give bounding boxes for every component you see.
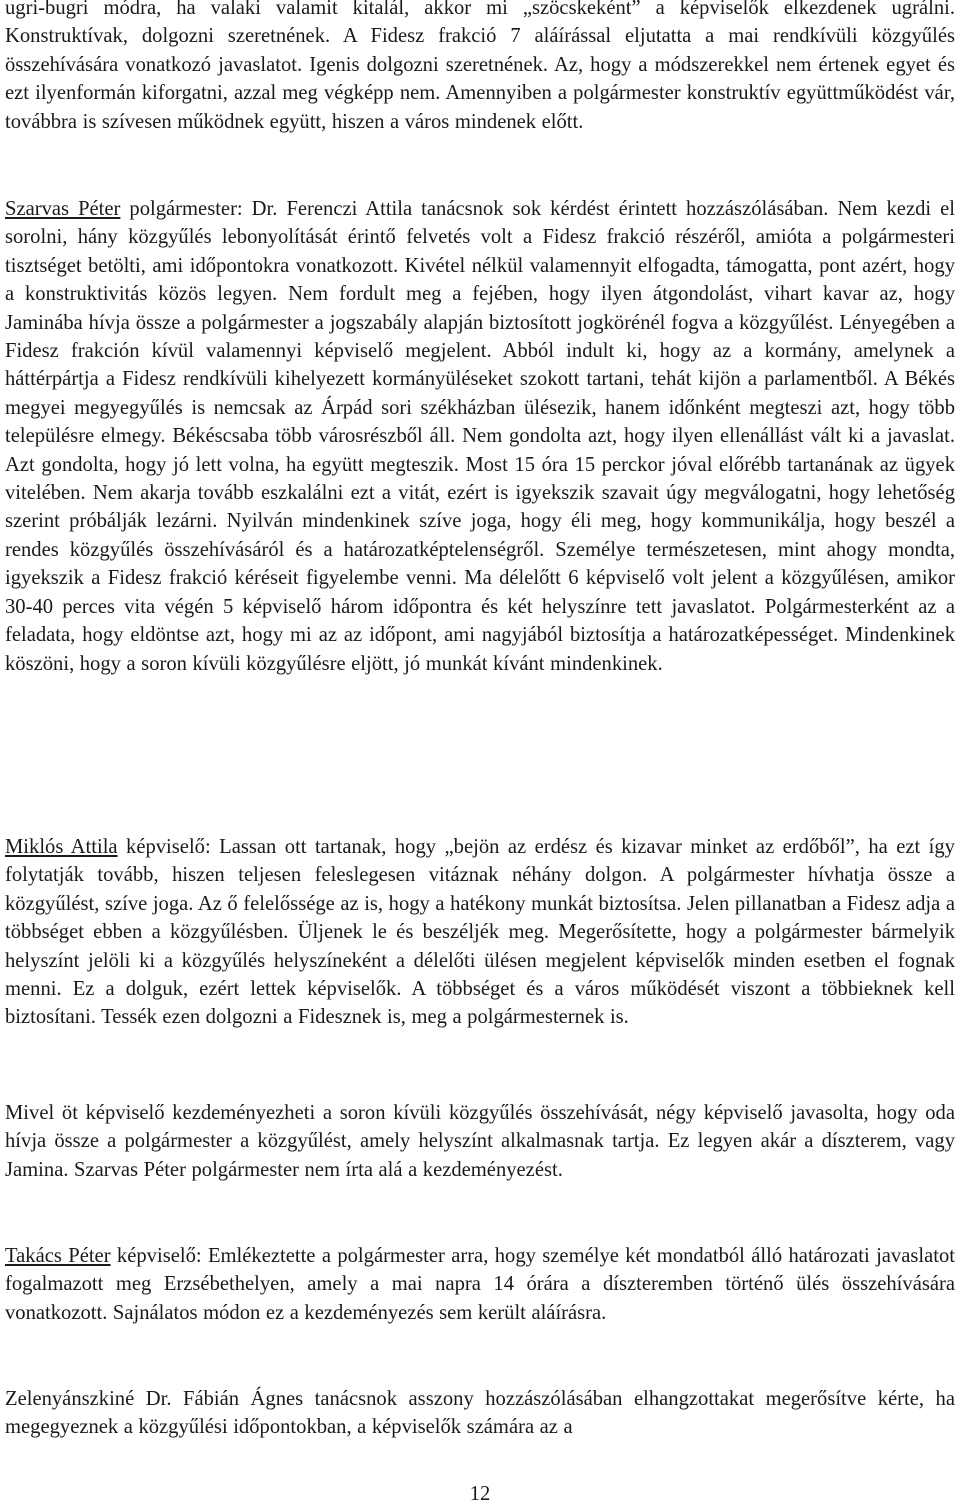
paragraph-3-text: képviselő: Lassan ott tartanak, hogy „bejön az erdész és kizavar minket az erdőből”, ha ezt így folytatják tovább, hiszen teljesen feleslegesen vitáznak néhány dolgon. A polgármester hívhatja össze a közgyűlést, szíve joga. Az ő felelőssége az is, hogy a hatékony munkát biztosítsa. Jelen pillanatban a Fidesz adja a többséget ebben a közgyűlésben. Üljenek le és beszéljék meg. Megerősítette, hogy a polgármester bármelyik helyszínt jelöli ki a közgyűlés helyszíneként a délelőti ülésen megjelent képviselők minden esetben el fognak menni. Ez a dolguk, ezért lettek képviselők. A többséget és a város működését viszont a többieknek kell biztosítani. Tessék ezen dolgozni a Fidesznek is, meg a polgármesternek is.	[5, 836, 955, 1029]
paragraph-2-text: polgármester: Dr. Ferenczi Attila tanácsnok sok kérdést érintett hozzászólásában. Nem kezdi el sorolni, hány közgyűlés lebonyolítását érintő felvetés volt a Fidesz frakció részéről, amióta a polgármesteri tisztséget betölti, ami időpontokra vonatkozott. Kivétel nélkül valamennyit elfogadta, támogatta, pont azért, hogy a konstruktivitás közös legyen. Nem fordult meg a fejében, hogy ilyen átgondolást, vihart kavar az, hogy Jaminába hívja össze a polgármester a jogszabály alapján biztosított jogkörénél fogva a közgyűlést. Lényegében a Fidesz frakción kívül valamennyi képviselő megjelent. Abból indult ki, hogy az a kormány, amelynek a háttérpártja a Fidesz rendkívüli kihelyezett kormányüléseket szokott tartani, tehát kijön a parlamentből. A Békés megyei megyegyűlés is nemcsak az Árpád sori székházban ülésezik, hanem időnként megteszi azt, hogy több településre elmegy. Békéscsaba több városrészből áll. Nem gondolta azt, hogy ilyen ellenállást vált ki a javaslat. Azt gondolta, hogy jó lett volna, ha együtt megteszik. Most 15 óra 15 perckor jóval előrébb tartanának az ügyek vitelében. Nem akarja tovább eszkalálni ezt a vitát, ezért is igyekszik szavait úgy megválogatni, hogy lehetőség szerint próbálják lezárni. Nyilván mindenkinek szíve joga, hogy éli meg, hogy kommunikálja, hogy beszél a rendes közgyűlés összehívásáról és a határozatképtelenségről. Személye természetesen, mint ahogy mondta, igyekszik a Fidesz frakció kéréseit figyelembe venni. Ma délelőtt 6 képviselő volt jelent a közgyűlésen, amikor 30-40 perces vita végén 5 képviselő három időpontra és két helyszínre tett javaslatot. Polgármesterként az a feladata, hogy eldöntse azt, hogy mi az az időpont, ami nagyjából biztosítja a határozatképességet. Mindenkinek köszöni, hogy a soron kívüli közgyűlésre eljött, jó munkát kívánt mindenkinek.	[5, 198, 955, 675]
speaker-name: Miklós Attila	[5, 836, 118, 858]
paragraph-4	[5, 1099, 955, 1184]
paragraph-3	[5, 833, 955, 1032]
paragraph-6-text: Zelenyánszkiné Dr. Fábián Ágnes tanácsnok asszony hozzászólásában elhangzottakat megerősítve kérte, ha megegyeznek a közgyűlési időpontokban, a képviselők számára az a	[5, 1388, 955, 1439]
paragraph-1	[5, 0, 955, 136]
paragraph-2	[5, 195, 955, 678]
paragraph-4-text: Mivel öt képviselő kezdeményezheti a soron kívüli közgyűlés összehívását, négy képviselő javasolta, hogy oda hívja össze a polgármester a közgyűlést, amely helyszínt alkalmasnak tartja. Ez legyen akár a díszterem, vagy Jamina. Szarvas Péter polgármester nem írta alá a kezdeményezést.	[5, 1102, 955, 1181]
paragraph-1-text: ugri-bugri módra, ha valaki valamit kitalál, akkor mi „szöcskeként” a képviselők elkezdenek ugrálni. Konstruktívak, dolgozni szeretnének. A Fidesz frakció 7 aláírással eljutatta a mai rendkívüli közgyűlés összehívására vonatkozó javaslatot. Igenis dolgozni szeretnének. Az, hogy a módszerekkel nem értenek egyet és ezt ilyenformán kiforgatni, azzal meg végképp nem. Amennyiben a polgármester konstruktív együttműködést vár, továbbra is szívesen működnek együtt, hiszen a város mindenek előtt.	[5, 0, 955, 133]
speaker-name: Takács Péter	[5, 1245, 111, 1267]
page-number: 12	[469, 1483, 491, 1505]
paragraph-5-text: képviselő: Emlékeztette a polgármester arra, hogy személye két mondatból álló határozati javaslatot fogalmazott meg Erzsébethelyen, amely a mai napra 14 órára a díszteremben történő ülés összehívására vonatkozott. Sajnálatos módon ez a kezdeményezés sem került aláírásra.	[5, 1245, 955, 1324]
paragraph-6	[5, 1385, 955, 1442]
speaker-name: Szarvas Péter	[5, 198, 121, 220]
paragraph-5	[5, 1242, 955, 1327]
